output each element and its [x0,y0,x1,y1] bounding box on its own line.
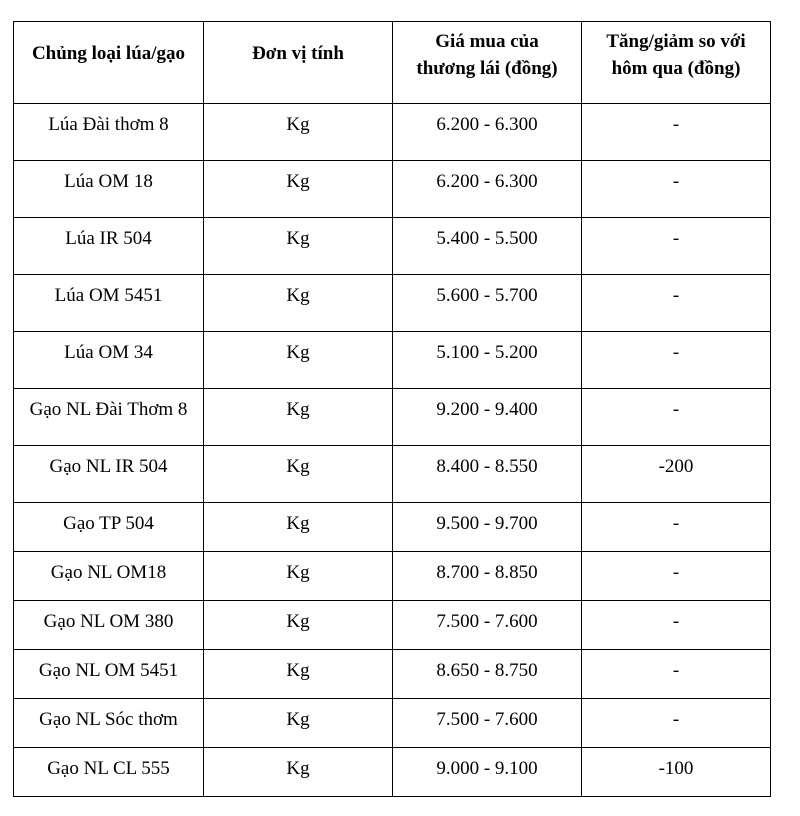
cell-change: -200 [582,446,771,503]
cell-variety: Gạo NL OM18 [14,552,204,601]
cell-price: 9.200 - 9.400 [393,389,582,446]
table-row [14,104,771,161]
cell-unit: Kg [204,218,393,275]
table-header-row [14,22,771,104]
cell-change: - [582,650,771,699]
cell-unit: Kg [204,446,393,503]
cell-variety: Lúa OM 34 [14,332,204,389]
cell-unit: Kg [204,748,393,797]
cell-price: 9.000 - 9.100 [393,748,582,797]
table-row [14,552,771,601]
cell-variety: Lúa OM 18 [14,161,204,218]
cell-change: - [582,161,771,218]
table-row [14,699,771,748]
cell-variety: Gạo TP 504 [14,503,204,552]
cell-unit: Kg [204,650,393,699]
cell-change: - [582,218,771,275]
cell-variety: Gạo NL IR 504 [14,446,204,503]
header-purchase-price [393,22,582,104]
table-row [14,389,771,446]
cell-unit: Kg [204,601,393,650]
cell-change: - [582,552,771,601]
cell-variety: Gạo NL Đài Thơm 8 [14,389,204,446]
header-purchase-price-line-2: thương lái (đồng) [416,58,558,79]
cell-price: 6.200 - 6.300 [393,104,582,161]
cell-variety: Gạo NL OM 380 [14,601,204,650]
table-row [14,218,771,275]
table-row [14,748,771,797]
header-change-line-1: Tăng/giảm so với [606,31,746,52]
cell-price: 8.650 - 8.750 [393,650,582,699]
table-row [14,161,771,218]
cell-change: - [582,389,771,446]
cell-variety: Gạo NL Sóc thơm [14,699,204,748]
rice-price-table [13,21,771,797]
table-row [14,601,771,650]
header-variety-line-1: Chủng loại lúa/gạo [31,43,186,64]
cell-unit: Kg [204,161,393,218]
cell-price: 5.100 - 5.200 [393,332,582,389]
cell-change: - [582,104,771,161]
cell-unit: Kg [204,699,393,748]
cell-unit: Kg [204,275,393,332]
header-unit-line-1: Đơn vị tính [252,43,344,64]
cell-change: -100 [582,748,771,797]
cell-price: 8.700 - 8.850 [393,552,582,601]
cell-variety: Lúa Đài thơm 8 [14,104,204,161]
cell-variety: Gạo NL OM 5451 [14,650,204,699]
cell-variety: Gạo NL CL 555 [14,748,204,797]
cell-price: 5.600 - 5.700 [393,275,582,332]
table-row [14,332,771,389]
cell-variety: Lúa OM 5451 [14,275,204,332]
cell-price: 8.400 - 8.550 [393,446,582,503]
table-row [14,446,771,503]
cell-change: - [582,275,771,332]
table-row [14,503,771,552]
cell-change: - [582,699,771,748]
header-unit [204,22,393,104]
cell-change: - [582,332,771,389]
cell-variety: Lúa IR 504 [14,218,204,275]
table-row [14,650,771,699]
table-row [14,275,771,332]
header-change-line-2: hôm qua (đồng) [611,58,741,79]
cell-price: 6.200 - 6.300 [393,161,582,218]
cell-price: 5.400 - 5.500 [393,218,582,275]
cell-unit: Kg [204,389,393,446]
cell-price: 9.500 - 9.700 [393,503,582,552]
cell-unit: Kg [204,104,393,161]
cell-change: - [582,503,771,552]
cell-change: - [582,601,771,650]
header-change [582,22,771,104]
cell-price: 7.500 - 7.600 [393,699,582,748]
cell-unit: Kg [204,552,393,601]
cell-unit: Kg [204,332,393,389]
cell-price: 7.500 - 7.600 [393,601,582,650]
header-variety [14,22,204,104]
cell-unit: Kg [204,503,393,552]
header-purchase-price-line-1: Giá mua của [435,31,539,52]
